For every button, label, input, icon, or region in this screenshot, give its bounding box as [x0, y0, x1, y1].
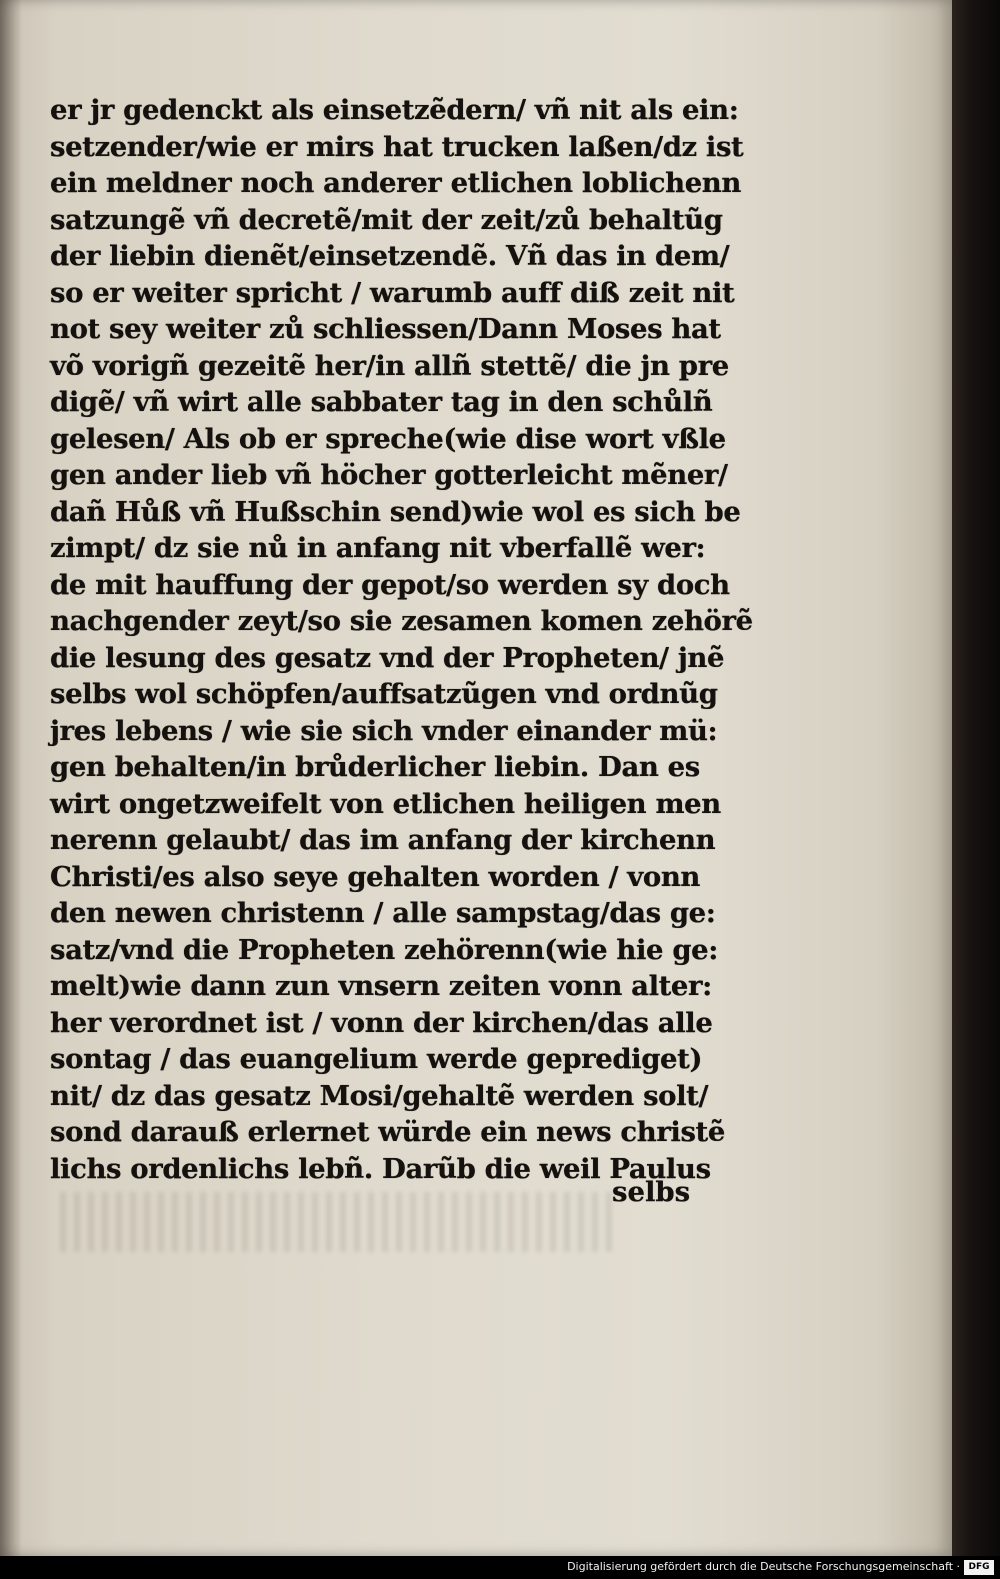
text-line: sontag / das euangelium werde geprediget) [50, 1043, 703, 1075]
show-through-text [60, 1192, 620, 1252]
text-line: nerenn gelaubt/ das im anfang der kirchenn [50, 824, 716, 856]
text-line: võ vorigñ gezeitẽ her/in allñ stettẽ/ die jn pre [50, 349, 729, 382]
text-line: lichs ordenlichs lebñ. Darũb die weil Paulus [50, 1152, 711, 1185]
text-line: der liebin dienẽt/einsetzendẽ. Vñ das in dem/ [50, 240, 730, 272]
text-line: de mit hauffung der gepot/so werden sy doch [50, 568, 730, 601]
text-line: jres lebens / wie sie sich vnder einander mü: [50, 714, 718, 747]
text-line: sond darauß erlernet würde ein news christẽ [50, 1116, 725, 1148]
text-line: gen ander lieb vñ höcher gotterleicht mẽner/ [50, 459, 728, 491]
text-line: nachgender zeyt/so sie zesamen komen zehörẽ [50, 605, 753, 637]
text-line: setzender/wie er mirs hat trucken laßen/dz ist [50, 130, 744, 163]
text-line: satzungẽ vñ decretẽ/mit der zeit/zů behaltũg [50, 203, 723, 236]
text-line: gelesen/ Als ob er spreche(wie dise wort vßle [50, 422, 726, 455]
funding-credit: Digitalisierung gefördert durch die Deutsche Forschungsgemeinschaft · [567, 1560, 960, 1573]
catchword: selbs [612, 1176, 691, 1208]
text-line: die lesung des gesatz vnd der Propheten/ jnẽ [50, 641, 725, 674]
text-line: melt)wie dann zun vnsern zeiten vonn alter: [50, 970, 712, 1002]
dfg-logo: DFG [964, 1560, 994, 1575]
book-cover-edge [952, 0, 1000, 1556]
text-line: satz/vnd die Propheten zehörenn(wie hie ge: [50, 933, 718, 966]
spine-shadow [0, 0, 22, 1556]
text-line: er jr gedenckt als einsetzẽdern/ vñ nit als ein: [50, 94, 739, 126]
text-line: nit/ dz das gesatz Mosi/gehaltẽ werden solt/ [50, 1079, 709, 1112]
text-line: gen behalten/in brůderlicher liebin. Dan es [50, 751, 700, 783]
text-line: her verordnet ist / vonn der kirchen/das alle [50, 1006, 713, 1039]
text-line: not sey weiter zů schliessen/Dann Moses hat [50, 313, 721, 345]
text-line: selbs wol schöpfen/auffsatzũgen vnd ordnũg [50, 678, 718, 710]
text-line: so er weiter spricht / warumb auff diß zeit nit [50, 276, 735, 309]
text-line: digẽ/ vñ wirt alle sabbater tag in den schůlñ [50, 386, 713, 418]
text-line: wirt ongetzweifelt von etlichen heiligen men [50, 787, 721, 820]
page-text-block [50, 92, 753, 1187]
text-line: ein meldner noch anderer etlichen loblichenn [50, 167, 741, 199]
text-line: zimpt/ dz sie nů in anfang nit vberfallẽ wer: [50, 532, 706, 564]
text-line: Christi/es also seye gehalten worden / vonn [50, 860, 701, 893]
text-line: den newen christenn / alle sampstag/das ge: [50, 897, 716, 929]
text-line: dañ Hůß vñ Hußschin send)wie wol es sich be [50, 495, 741, 528]
